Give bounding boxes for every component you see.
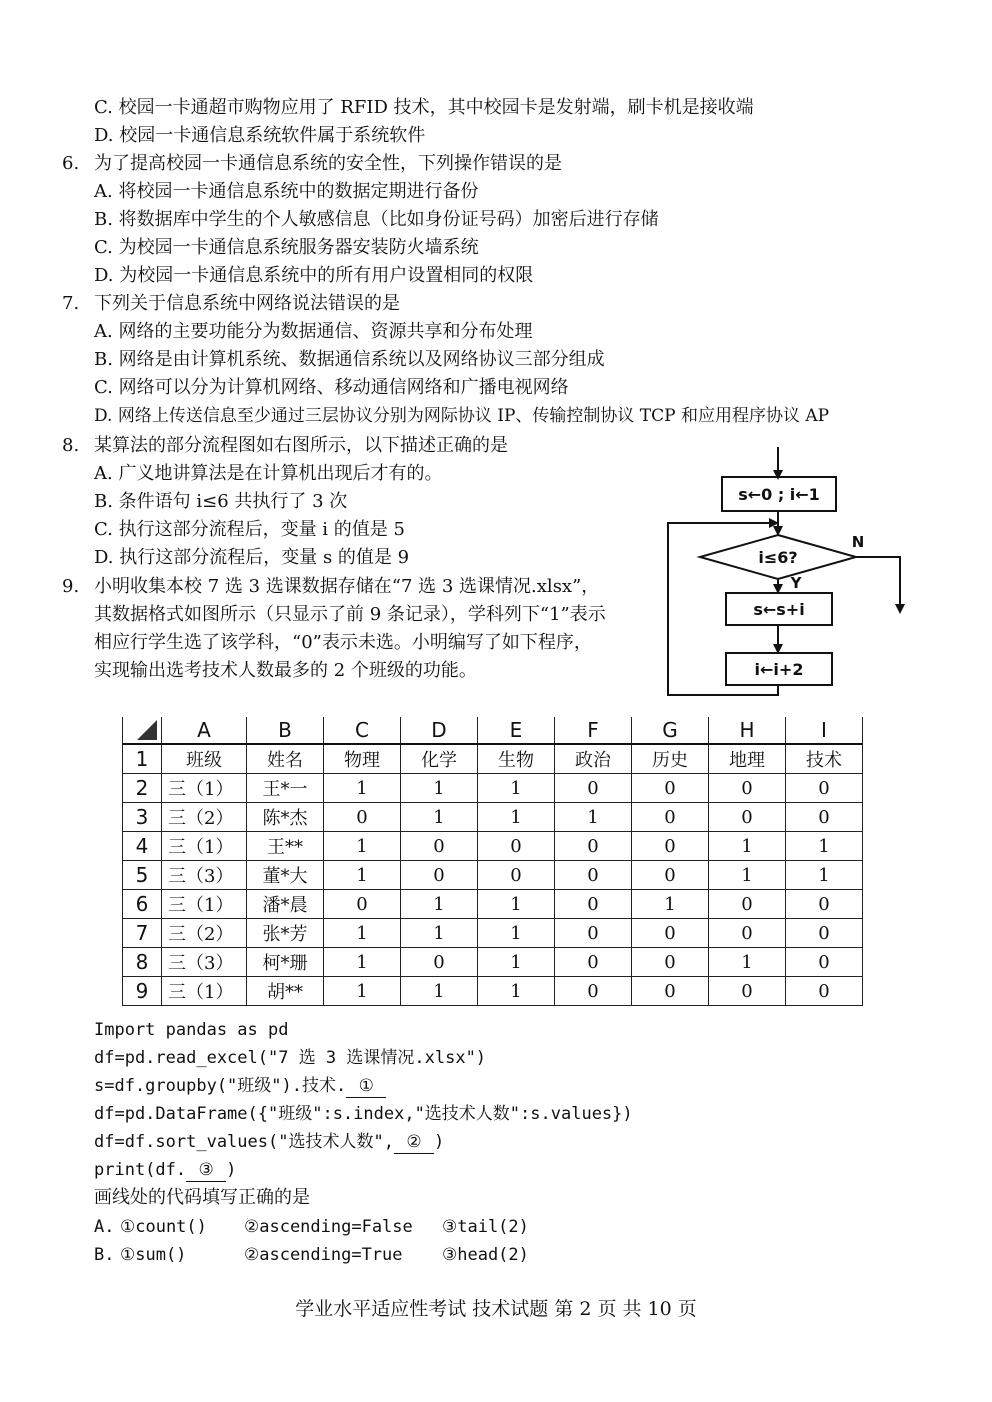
- table-cell: 1: [324, 919, 401, 948]
- table-cell: 三（1）: [162, 832, 247, 861]
- q8-stem: 某算法的部分流程图如右图所示，以下描述正确的是: [94, 435, 508, 456]
- table-cell: 1: [478, 774, 555, 803]
- flow-step1-text: s←s+i: [753, 600, 805, 619]
- code-line-1: Import pandas as pd: [94, 1020, 289, 1040]
- table-cell: 潘*晨: [247, 890, 324, 919]
- column-letter: I: [786, 717, 863, 744]
- header-cell: 化学: [401, 744, 478, 774]
- code-line-6: [94, 1156, 236, 1184]
- header-cell: 历史: [632, 744, 709, 774]
- table-cell: 1: [324, 977, 401, 1006]
- table-cell: 0: [786, 803, 863, 832]
- table-cell: 0: [632, 832, 709, 861]
- table-cell: 王**: [247, 832, 324, 861]
- header-cell: 生物: [478, 744, 555, 774]
- q9-prompt: 画线处的代码填写正确的是: [94, 1187, 310, 1208]
- table-cell: 0: [555, 774, 632, 803]
- table-cell: 0: [632, 803, 709, 832]
- table-cell: 0: [632, 919, 709, 948]
- code-line-5: [94, 1128, 444, 1156]
- table-cell: 0: [555, 977, 632, 1006]
- blank-2: ②: [394, 1131, 434, 1154]
- table-row: [123, 803, 863, 832]
- row-number: 7: [123, 919, 162, 948]
- table-cell: 0: [709, 919, 786, 948]
- flow-step2-text: i←i+2: [754, 660, 804, 679]
- table-row: [123, 977, 863, 1006]
- q7-option-d: D. 网络上传送信息至少通过三层协议分别为网际协议 IP、传输控制协议 TCP 和应用程序协议 AP: [94, 406, 830, 426]
- q8-option-a: A. 广义地讲算法是在计算机出现后才有的。: [94, 463, 443, 484]
- table-cell: 1: [786, 861, 863, 890]
- q6-stem: 为了提高校园一卡通信息系统的安全性，下列操作错误的是: [94, 153, 562, 174]
- q9-option-a-part1: ①count(): [120, 1217, 207, 1237]
- q9-option-a: [94, 1213, 529, 1241]
- table-cell: 1: [478, 890, 555, 919]
- header-cell: 班级: [162, 744, 247, 774]
- flow-condition-text: i≤6?: [758, 548, 798, 567]
- table-cell: 1: [478, 919, 555, 948]
- table-cell: 王*一: [247, 774, 324, 803]
- row-number: 2: [123, 774, 162, 803]
- row-number: 3: [123, 803, 162, 832]
- q6-number: 6.: [62, 153, 80, 174]
- table-cell: 1: [709, 832, 786, 861]
- table-cell: 1: [401, 890, 478, 919]
- table-cell: 0: [401, 948, 478, 977]
- q9-number: 9.: [62, 576, 80, 597]
- q7-option-b: B. 网络是由计算机系统、数据通信系统以及网络协议三部分组成: [94, 349, 605, 370]
- table-cell: 0: [709, 890, 786, 919]
- table-cell: 1: [632, 890, 709, 919]
- table-cell: 董*大: [247, 861, 324, 890]
- table-cell: 柯*珊: [247, 948, 324, 977]
- q8-option-c: C. 执行这部分流程后，变量 i 的值是 5: [94, 519, 405, 540]
- q6-option-a: A. 将校园一卡通信息系统中的数据定期进行备份: [94, 181, 479, 202]
- header-cell: 地理: [709, 744, 786, 774]
- column-letter: C: [324, 717, 401, 744]
- select-all-corner: [123, 717, 162, 744]
- row-number: 6: [123, 890, 162, 919]
- code-line-5-close: ): [433, 1132, 445, 1152]
- q6-option-d: D. 为校园一卡通信息系统中的所有用户设置相同的权限: [94, 265, 534, 286]
- code-line-6-text: print(df.: [94, 1160, 187, 1180]
- table-cell: 1: [401, 774, 478, 803]
- table-row: [123, 919, 863, 948]
- code-line-5-text: df=df.sort_values("选技术人数",: [94, 1132, 394, 1152]
- table-cell: 三（1）: [162, 977, 247, 1006]
- table-cell: 三（2）: [162, 919, 247, 948]
- table-cell: 1: [709, 861, 786, 890]
- table-row: [123, 774, 863, 803]
- q9-stem-block: [62, 573, 609, 685]
- table-cell: 1: [478, 948, 555, 977]
- flow-init-text: s←0 ; i←1: [738, 485, 820, 504]
- table-cell: 0: [478, 861, 555, 890]
- header-cell: 物理: [324, 744, 401, 774]
- table-cell: 0: [555, 919, 632, 948]
- table-row: [123, 890, 863, 919]
- table-cell: 陈*杰: [247, 803, 324, 832]
- table-cell: 0: [478, 832, 555, 861]
- table-cell: 0: [786, 774, 863, 803]
- table-cell: 三（1）: [162, 774, 247, 803]
- q5-option-d: D. 校园一卡通信息系统软件属于系统软件: [94, 125, 426, 146]
- column-letter: B: [247, 717, 324, 744]
- code-line-3-text: s=df.groupby("班级").技术.: [94, 1076, 347, 1096]
- table-cell: 0: [632, 774, 709, 803]
- table-cell: 三（2）: [162, 803, 247, 832]
- page-footer: 学业水平适应性考试 技术试题 第 2 页 共 10 页: [295, 1298, 697, 1320]
- q8-option-d: D. 执行这部分流程后，变量 s 的值是 9: [94, 547, 410, 568]
- table-header-row: [123, 744, 863, 774]
- table-cell: 0: [555, 890, 632, 919]
- q9-option-b-letter: B.: [94, 1245, 115, 1265]
- table-cell: 1: [401, 803, 478, 832]
- table-cell: 1: [478, 977, 555, 1006]
- table-cell: 0: [786, 977, 863, 1006]
- q7-stem: 下列关于信息系统中网络说法错误的是: [94, 293, 400, 314]
- table-cell: 1: [324, 832, 401, 861]
- table-cell: 胡**: [247, 977, 324, 1006]
- row-number: 1: [123, 744, 162, 774]
- table-cell: 0: [324, 890, 401, 919]
- header-cell: 技术: [786, 744, 863, 774]
- q7-option-a: A. 网络的主要功能分为数据通信、资源共享和分布处理: [94, 321, 533, 342]
- q9-option-a-part2: ②ascending=False: [244, 1217, 413, 1237]
- table-cell: 0: [709, 774, 786, 803]
- table-row: [123, 948, 863, 977]
- row-number: 4: [123, 832, 162, 861]
- flow-no-arrow: [856, 557, 900, 609]
- q9-option-b-part1: ①sum(): [120, 1245, 187, 1265]
- code-line-2: df=pd.read_excel("7 选 3 选课情况.xlsx"): [94, 1048, 487, 1068]
- column-letter: F: [555, 717, 632, 744]
- q9-option-b-part3: ③head(2): [442, 1245, 529, 1265]
- table-cell: 0: [401, 861, 478, 890]
- blank-1: ①: [346, 1075, 386, 1098]
- q8-number: 8.: [62, 435, 80, 456]
- table-cell: 1: [401, 977, 478, 1006]
- table-cell: 0: [555, 832, 632, 861]
- table-cell: 1: [401, 919, 478, 948]
- spreadsheet-table: [122, 717, 863, 1006]
- q9-option-b-part2: ②ascending=True: [244, 1245, 403, 1265]
- table-row: [123, 861, 863, 890]
- table-cell: 1: [786, 832, 863, 861]
- table-cell: 1: [555, 803, 632, 832]
- q9-option-a-part3: ③tail(2): [442, 1217, 529, 1237]
- table-cell: 0: [401, 832, 478, 861]
- code-line-6-close: ): [226, 1160, 237, 1180]
- flow-yes-label: Y: [790, 574, 802, 592]
- code-line-3: [94, 1072, 386, 1100]
- blank-3: ③: [186, 1159, 226, 1182]
- table-cell: 张*芳: [247, 919, 324, 948]
- q9-option-a-letter: A.: [94, 1217, 115, 1237]
- code-line-4: df=pd.DataFrame({"班级":s.index,"选技术人数":s.values}): [94, 1104, 633, 1124]
- column-letter: E: [478, 717, 555, 744]
- table-cell: 三（3）: [162, 948, 247, 977]
- table-cell: 0: [632, 948, 709, 977]
- q5-option-c: C. 校园一卡通超市购物应用了 RFID 技术，其中校园卡是发射端，刷卡机是接收端: [94, 97, 754, 118]
- flowchart: [660, 443, 920, 703]
- q6-option-c: C. 为校园一卡通信息系统服务器安装防火墙系统: [94, 237, 479, 258]
- column-letter: A: [162, 717, 247, 744]
- table-cell: 0: [709, 803, 786, 832]
- column-letter: G: [632, 717, 709, 744]
- q7-option-c: C. 网络可以分为计算机网络、移动通信网络和广播电视网络: [94, 377, 569, 398]
- table-row: [123, 832, 863, 861]
- table-cell: 0: [555, 861, 632, 890]
- column-letter: H: [709, 717, 786, 744]
- q8-option-b: B. 条件语句 i≤6 共执行了 3 次: [94, 491, 348, 512]
- table-cell: 1: [709, 948, 786, 977]
- table-cell: 0: [786, 919, 863, 948]
- q9-stem: 小明收集本校 7 选 3 选课数据存储在“7 选 3 选课情况.xlsx”，其数据格式如图所示（只显示了前 9 条记录），学科列下“1”表示相应行学生选了该学科，“0”表示未选。小明编写了如下程序，实现输出选考技术人数最多的 2 个班级的功能。: [94, 576, 606, 681]
- table-cell: 0: [324, 803, 401, 832]
- table-cell: 0: [786, 890, 863, 919]
- row-number: 8: [123, 948, 162, 977]
- header-cell: 政治: [555, 744, 632, 774]
- column-letter: D: [401, 717, 478, 744]
- table-cell: 0: [786, 948, 863, 977]
- corner-triangle-icon: [137, 720, 157, 740]
- table-cell: 三（1）: [162, 890, 247, 919]
- flow-no-label: N: [851, 533, 865, 551]
- table-cell: 1: [324, 948, 401, 977]
- q9-option-b: [94, 1241, 529, 1269]
- column-letter-row: [123, 717, 863, 744]
- table-cell: 0: [555, 948, 632, 977]
- table-cell: 1: [324, 774, 401, 803]
- row-number: 5: [123, 861, 162, 890]
- table-cell: 1: [478, 803, 555, 832]
- row-number: 9: [123, 977, 162, 1006]
- q6-option-b: B. 将数据库中学生的个人敏感信息（比如身份证号码）加密后进行存储: [94, 209, 659, 230]
- table-cell: 0: [709, 977, 786, 1006]
- q7-number: 7.: [62, 293, 80, 314]
- table-cell: 1: [324, 861, 401, 890]
- table-cell: 三（3）: [162, 861, 247, 890]
- table-cell: 0: [632, 977, 709, 1006]
- header-cell: 姓名: [247, 744, 324, 774]
- table-cell: 0: [632, 861, 709, 890]
